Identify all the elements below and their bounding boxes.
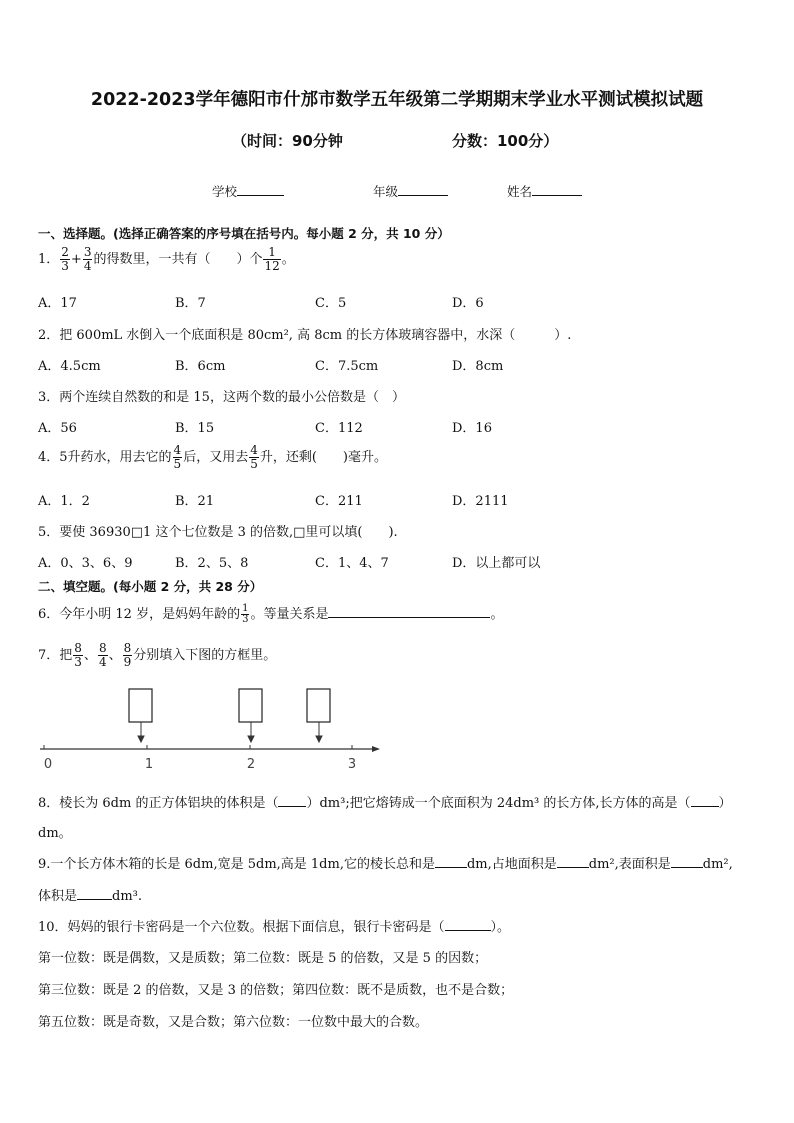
question-2: 2．把 600mL 水倒入一个底面积是 80cm², 高 8cm 的长方体玻璃容器中，水深（ ）. <box>38 328 572 343</box>
q4-option-a[interactable]: A．1．2 <box>38 494 90 509</box>
name-label: 姓名 <box>507 184 533 199</box>
q10-clue-2: 第三位数：既是 2 的倍数，又是 3 的倍数；第四位数：既不是质数，也不是合数； <box>38 983 514 998</box>
pointer-arrows <box>138 722 322 742</box>
answer-box-2[interactable] <box>239 689 262 722</box>
q8-blank-1[interactable] <box>278 794 306 807</box>
question-1: 1． $\frac{2}{3}$ + $\frac{3}{4}$ 的得数里，一共有（ ）个 $\frac{1}{12}$ 。 <box>38 245 295 273</box>
q3-option-c[interactable]: C．112 <box>315 421 363 436</box>
q1-fraction-2: $\frac{3}{4}$ <box>83 245 92 273</box>
q4-option-d[interactable]: D．2111 <box>452 494 509 509</box>
grade-blank[interactable] <box>398 183 448 196</box>
q7-fraction-2: $\frac{8}{4}$ <box>98 641 107 669</box>
q6-fraction: $\frac{1}{3}$ <box>242 603 249 625</box>
q9-blank-4[interactable] <box>77 887 112 900</box>
q9-blank-3[interactable] <box>671 855 703 868</box>
q3-option-b[interactable]: B．15 <box>175 421 215 436</box>
q1-fraction-3: $\frac{1}{12}$ <box>264 245 280 273</box>
question-10: 10．妈妈的银行卡密码是一个六位数。根据下面信息，银行卡密码是（ ）。 <box>38 920 511 935</box>
q9-blank-1[interactable] <box>435 855 467 868</box>
q6-answer-blank[interactable] <box>328 605 490 618</box>
answer-box-3[interactable] <box>307 689 330 722</box>
q4-fraction-1: $\frac{4}{5}$ <box>173 443 182 471</box>
question-8-line-2: dm。 <box>38 826 72 841</box>
q3-option-a[interactable]: A．56 <box>38 421 77 436</box>
page-title: 2022-2023学年德阳市什邡市数学五年级第二学期期末学业水平测试模拟试题 <box>90 90 704 110</box>
school-blank[interactable] <box>237 183 284 196</box>
name-field[interactable] <box>507 182 582 200</box>
q5-option-b[interactable]: B．2、5、8 <box>175 556 249 571</box>
q1-option-b[interactable]: B．7 <box>175 296 206 311</box>
q7-fraction-3: $\frac{8}{9}$ <box>123 641 132 669</box>
question-8: 8．棱长为 6dm 的正方体铝块的体积是（ ）dm³;把它熔铸成一个底面积为 24dm³ 的长方体,长方体的高是（ ） <box>38 796 732 811</box>
q4-option-b[interactable]: B．21 <box>175 494 215 509</box>
q5-option-a[interactable]: A．0、3、6、9 <box>38 556 133 571</box>
q10-answer-blank[interactable] <box>445 918 491 931</box>
school-field[interactable] <box>212 182 284 200</box>
q1-fraction-1: $\frac{2}{3}$ <box>61 245 69 273</box>
q1-number: 1． <box>38 252 60 267</box>
question-7: 7．把 $\frac{8}{3}$ 、 $\frac{8}{4}$ 、 $\frac{8}{9}$ 分别填入下图的方框里。 <box>38 641 277 669</box>
q10-clue-1: 第一位数：既是偶数，又是质数；第二位数：既是 5 的倍数，又是 5 的因数； <box>38 951 488 966</box>
axis-label-0: 0 <box>43 757 53 772</box>
q2-option-d[interactable]: D．8cm <box>452 359 504 374</box>
section-fill-title: 二、填空题。(每小题 2 分，共 28 分） <box>38 579 263 594</box>
school-label: 学校 <box>212 184 238 199</box>
question-4: 4．5升药水，用去它的 $\frac{4}{5}$ 后，又用去 $\frac{4}{5}$ 升，还剩( )毫升。 <box>38 443 387 471</box>
question-6: 6．今年小明 12 岁，是妈妈年龄的 $\frac{1}{3}$ 。等量关系是 。 <box>38 603 504 625</box>
q9-blank-2[interactable] <box>557 855 589 868</box>
q1-text: 的得数里，一共有（ ）个 <box>93 252 263 267</box>
exam-score: 分数：100分） <box>452 132 559 150</box>
q4-option-c[interactable]: C．211 <box>315 494 363 509</box>
section-choice-title: 一、选择题。(选择正确答案的序号填在括号内。每小题 2 分，共 10 分） <box>38 226 450 241</box>
question-5: 5．要使 36930□1 这个七位数是 3 的倍数,□里可以填( ). <box>38 525 398 540</box>
q4-fraction-2: $\frac{4}{5}$ <box>250 443 258 471</box>
grade-field[interactable] <box>373 182 448 200</box>
q1-plus: + <box>70 252 82 267</box>
question-3: 3．两个连续自然数的和是 15，这两个数的最小公倍数是（ ） <box>38 390 405 405</box>
question-9-line-2: 体积是 dm³. <box>38 889 143 904</box>
question-9: 9.一个长方体木箱的长是 6dm,宽是 5dm,高是 1dm,它的棱长总和是 dm,占地面积是 dm²,表面积是 dm², <box>38 857 733 872</box>
q2-option-a[interactable]: A．4.5cm <box>38 359 101 374</box>
q5-option-c[interactable]: C．1、4、7 <box>315 556 389 571</box>
q8-blank-2[interactable] <box>691 794 719 807</box>
answer-box-1[interactable] <box>129 689 152 722</box>
q1-option-d[interactable]: D．6 <box>452 296 484 311</box>
axis-label-1: 1 <box>144 757 154 772</box>
q2-option-b[interactable]: B．6cm <box>175 359 226 374</box>
exam-time: （时间：90分钟 <box>232 132 343 150</box>
q7-fraction-1: $\frac{8}{3}$ <box>74 641 82 669</box>
axis-label-2: 2 <box>246 757 256 772</box>
number-line-diagram <box>36 686 386 772</box>
q1-option-a[interactable]: A．17 <box>38 296 77 311</box>
q1-option-c[interactable]: C．5 <box>315 296 347 311</box>
grade-label: 年级 <box>373 184 399 199</box>
axis-arrow-icon <box>372 746 380 752</box>
q10-clue-3: 第五位数：既是奇数，又是合数；第六位数：一位数中最大的合数。 <box>38 1015 429 1030</box>
q3-option-d[interactable]: D．16 <box>452 421 492 436</box>
axis-label-3: 3 <box>347 757 357 772</box>
q5-option-d[interactable]: D．以上都可以 <box>452 556 541 571</box>
name-blank[interactable] <box>532 183 582 196</box>
q2-option-c[interactable]: C．7.5cm <box>315 359 379 374</box>
